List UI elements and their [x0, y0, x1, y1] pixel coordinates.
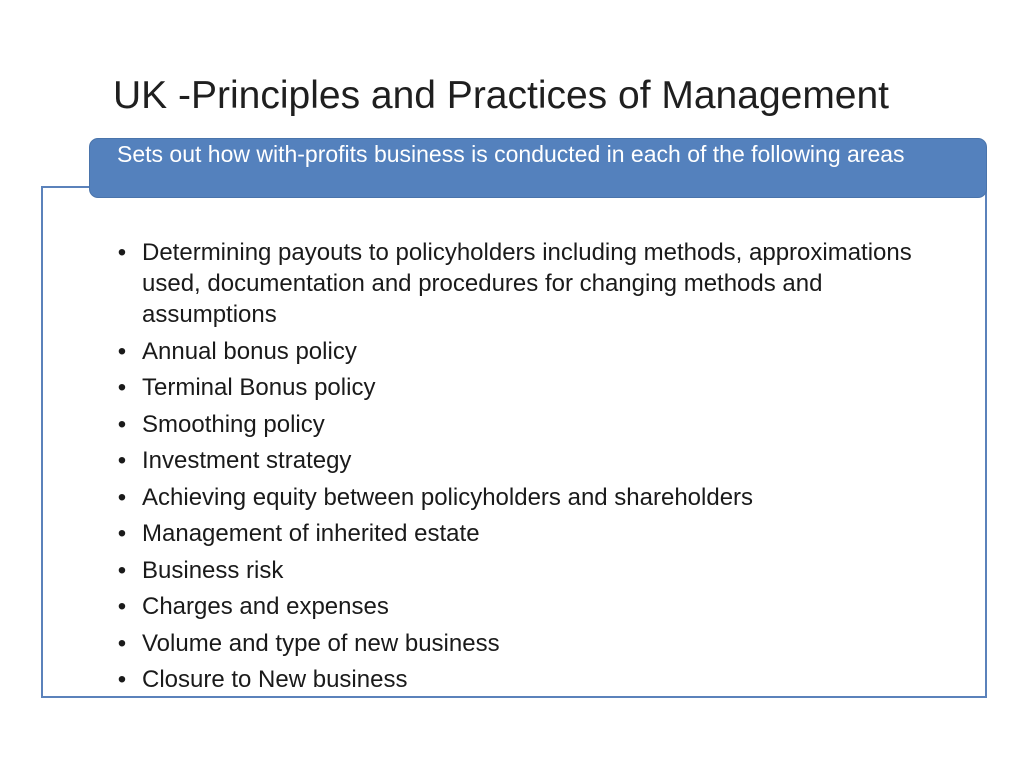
slide-title: UK -Principles and Practices of Management — [113, 74, 890, 117]
list-item — [115, 518, 945, 549]
list-item — [115, 664, 945, 695]
bullet-icon: • — [117, 556, 127, 584]
list-item-text: Achieving equity between policyholders and shareholders — [142, 483, 754, 511]
list-item-text: Management of inherited estate — [142, 520, 480, 547]
bullet-icon: • — [117, 666, 127, 693]
list-item-text: Investment strategy — [142, 447, 352, 474]
list-item-text: Annual bonus policy — [142, 337, 357, 365]
list-item — [115, 336, 945, 367]
list-item-text: Volume and type of new business — [142, 629, 500, 657]
list-item-text: Business risk — [142, 556, 284, 584]
list-item — [115, 482, 945, 513]
bullet-icon: • — [117, 239, 127, 266]
bullet-icon: • — [117, 483, 127, 511]
list-item — [115, 445, 945, 476]
bullet-icon: • — [117, 520, 127, 547]
list-item-text: Determining payouts to policyholders including methods, approximations used, documentation and procedures for changing methods and assumptions — [142, 239, 912, 328]
bullet-icon: • — [117, 374, 127, 401]
list-item-text: Closure to New business — [142, 666, 408, 693]
list-item-text: Terminal Bonus policy — [142, 374, 376, 401]
list-item — [115, 409, 945, 440]
section-header-bar — [89, 138, 987, 198]
bullet-icon: • — [117, 629, 127, 657]
list-item — [115, 372, 945, 403]
list-item — [115, 591, 945, 622]
section-header-text: Sets out how with-profits business is conducted in each of the following areas — [117, 141, 905, 167]
bullet-icon: • — [117, 447, 127, 474]
list-item-text: Smoothing policy — [142, 410, 325, 438]
list-item — [115, 237, 945, 330]
bullet-icon: • — [117, 410, 127, 438]
bullet-list — [115, 237, 945, 701]
bullet-icon: • — [117, 337, 127, 365]
list-item-text: Charges and expenses — [142, 593, 389, 620]
list-item — [115, 628, 945, 659]
list-item — [115, 555, 945, 586]
bullet-icon: • — [117, 593, 127, 620]
